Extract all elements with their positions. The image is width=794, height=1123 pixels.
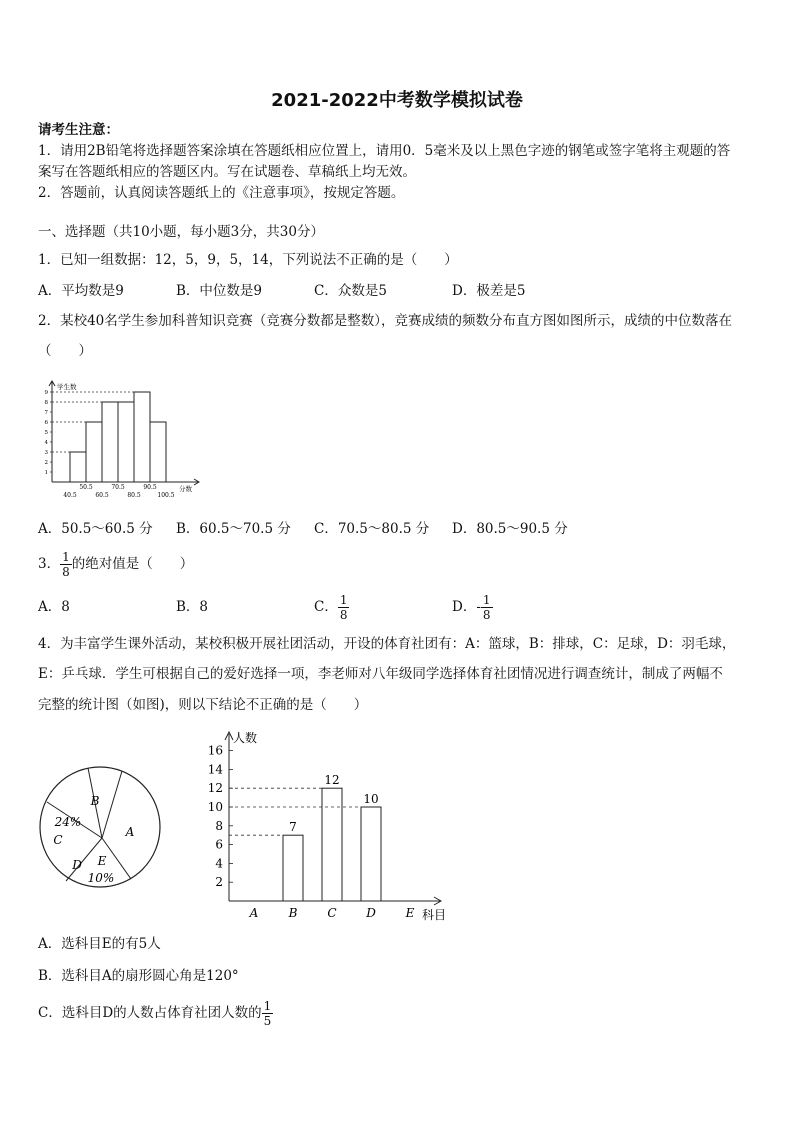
section-heading: 一、选择题（共10小题，每小题3分，共30分） [38,224,324,240]
pie-label: E [97,854,107,868]
x-tick-label: 80.5 [127,492,141,499]
y-tick-label: 3 [44,450,48,456]
pie-chart [38,760,168,895]
notice-line-2: 案写在答题纸相应的答题区内。写在试题卷、草稿纸上均无效。 [38,164,416,180]
y-tick-label: 14 [207,762,223,777]
bar [361,807,381,901]
y-axis-label: 学生数 [57,383,77,391]
x-tick-label: C [327,906,337,920]
q3-suffix: 的绝对值是（ ） [71,556,194,572]
x-tick-label: 90.5 [143,484,157,491]
histogram-bar [118,402,134,482]
q2-option-b: B．60.5～70.5 分 [176,521,291,537]
y-tick-label: 4 [215,856,223,871]
q4-stem-line-1: 4．为丰富学生课外活动，某校积极开展社团活动，开设的体育社团有：A：篮球，B：排球，C：足球，D：羽毛球， [38,636,736,652]
pie-label: A [125,825,135,839]
q3-option-c-fraction [338,593,350,622]
y-tick-label: 7 [44,410,48,416]
y-tick-label: 6 [215,837,223,852]
q4-option-c-text: C．选科目D的人数占体育社团人数的 [38,1005,262,1021]
y-tick-label: 2 [44,460,48,466]
q1-option-c: C．众数是5 [314,283,387,299]
y-tick-label: 12 [207,781,223,796]
pie-slice-boundary [102,771,122,838]
q3-option-b: B．8 [176,599,209,615]
bar-value-label: 10 [363,792,379,806]
q3-fraction [60,550,72,579]
q4-option-c [38,993,273,1033]
q4-option-c-fraction [262,999,274,1028]
q3-option-d-fraction [481,593,493,622]
histogram-bar [70,452,86,482]
x-axis-label: 分数 [179,485,192,493]
x-tick-label: 40.5 [63,492,77,499]
q1-option-d: D．极差是5 [452,283,526,299]
y-tick-label: 8 [215,818,223,833]
q4-stem-line-3: 完整的统计图（如图)，则以下结论不正确的是（ ） [38,697,368,713]
q3-fraction-den: 8 [62,565,70,579]
page-title: 2021-2022中考数学模拟试卷 [271,90,523,111]
y-tick-label: 10 [207,800,223,814]
pie-label: D [72,858,82,872]
bar-chart [195,728,455,925]
q1-option-a: A．平均数是9 [38,283,124,299]
bar [322,788,342,901]
y-tick-label: 5 [44,430,48,436]
q2-stem-line-1: 2．某校40名学生参加科普知识竞赛（竞赛分数都是整数），竞赛成绩的频数分布直方图如图所示，成绩的中位数落在 [38,313,733,329]
x-tick-label: 60.5 [95,492,109,499]
q2-option-d: D．80.5～90.5 分 [452,521,568,537]
histogram-bar [134,392,150,482]
x-tick-label: 100.5 [157,492,175,499]
q1-stem: 1．已知一组数据：12，5，9，5，14，下列说法不正确的是（ ） [38,252,458,268]
x-tick-label: 70.5 [111,484,125,491]
histogram-bar [86,422,102,482]
notice-line-1: 1．请用2B铅笔将选择题答案涂填在答题纸相应位置上，请用0．5毫米及以上黑色字迹的钢笔或签字笔将主观题的答 [38,143,731,159]
pie-label: 24% [54,815,82,829]
q4-stem-line-2: E：乒乓球．学生可根据自己的爱好选择一项，李老师对八年级同学选择体育社团情况进行调查统计，制成了两幅不 [38,666,723,682]
q3-option-d-num: 1 [482,593,491,607]
q4-option-c-num: 1 [263,999,272,1013]
y-tick-label: 8 [44,400,48,406]
q3-option-a: A．8 [38,599,70,615]
q3-prefix: 3． [38,556,61,572]
histogram-bar [150,422,166,482]
q3-fraction-num: 1 [62,550,70,564]
y-tick-label: 16 [207,743,223,758]
x-axis-label: 科目 [422,908,447,922]
histogram-bar [102,402,118,482]
q3-option-d [452,587,493,627]
notice-heading: 请考生注意： [38,122,119,138]
q3-stem [38,547,193,581]
q3-option-c-den: 8 [339,608,348,622]
pie-label: 10% [87,871,115,885]
y-tick-label: 9 [44,390,48,396]
x-tick-label: B [288,906,298,920]
q4-option-a: A．选科目E的有5人 [38,936,161,952]
y-axis-label: 人数 [233,731,258,745]
x-tick-label: D [366,906,376,920]
q2-option-c: C．70.5～80.5 分 [314,521,430,537]
q2-stem-line-2: （ ） [38,343,92,359]
q2-option-a: A．50.5～60.5 分 [38,521,153,537]
x-tick-label: A [249,906,259,920]
q4-option-b: B．选科目A的扇形圆心角是120° [38,968,239,984]
y-tick-label: 1 [44,470,48,476]
q1-option-b: B．中位数是9 [176,283,263,299]
x-tick-label: E [405,906,415,920]
q3-option-d-den: 8 [482,608,491,622]
bar [283,835,303,901]
q3-option-c-num: 1 [339,593,348,607]
y-tick-label: 6 [44,420,48,426]
y-tick-label: 4 [44,440,48,446]
notice-line-3: 2．答题前，认真阅读答题纸上的《注意事项》，按规定答题。 [38,185,405,201]
q4-option-c-den: 5 [263,1014,272,1028]
q3-option-d-label: D．- [452,599,481,615]
q3-option-c [314,587,349,627]
histogram-chart [38,378,208,503]
bar-value-label: 7 [289,820,297,835]
pie-label: C [53,833,63,847]
q3-option-c-label: C． [314,599,338,615]
pie-label: B [90,794,100,808]
x-tick-label: 50.5 [79,484,93,491]
bar-value-label: 12 [324,773,340,788]
y-tick-label: 2 [215,875,223,890]
